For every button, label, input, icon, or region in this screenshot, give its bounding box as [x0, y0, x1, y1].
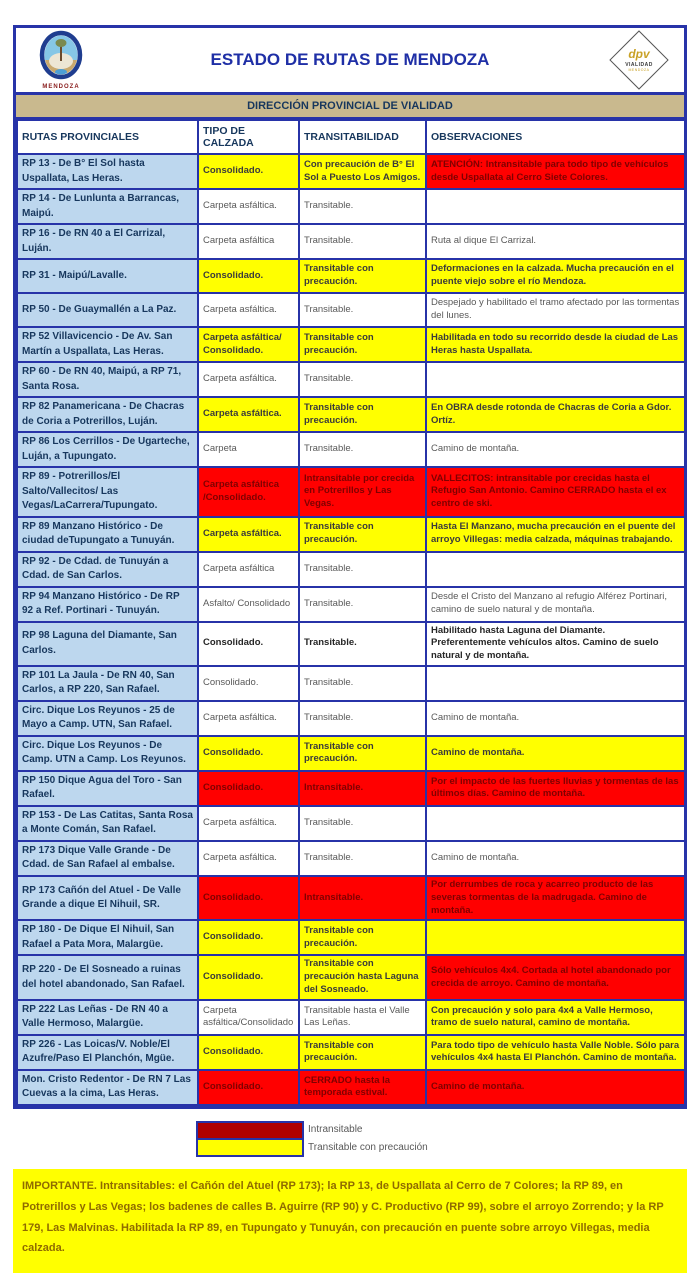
vialidad-brand: dpv [628, 47, 650, 61]
column-header-observaciones: OBSERVACIONES [426, 120, 685, 154]
legend-swatch [198, 1138, 302, 1155]
table-row [17, 622, 685, 666]
table-row [17, 154, 685, 189]
table-row [17, 1070, 685, 1105]
route-cell: RP 180 - De Dique El Nihuil, San Rafael a Pata Mora, Malargüe. [17, 920, 198, 955]
observaciones-cell: Desde el Cristo del Manzano al refugio Alférez Portinari, camino de suelo natural y de montaña. [426, 587, 685, 622]
table-row [17, 362, 685, 397]
observaciones-cell: Por derrumbes de roca y acarreo producto de las severas tormentas de la madrugada. Camino de montaña. [426, 876, 685, 920]
observaciones-cell: Habilitada en todo su recorrido desde la ciudad de Las Heras hasta Uspallata. [426, 327, 685, 362]
report-frame [13, 25, 687, 1109]
route-cell: RP 89 - Potrerillos/El Salto/Vallecitos/ Las Vegas/LaCarrera/Tupungato. [17, 467, 198, 517]
table-row [17, 955, 685, 999]
observaciones-cell: VALLECITOS: intransitable por crecidas hasta el Refugio San Antonio. Camino CERRADO hasta el ex centro de ski. [426, 467, 685, 517]
route-cell: RP 13 - De B° El Sol hasta Uspallata, Las Heras. [17, 154, 198, 189]
observaciones-cell: Habilitado hasta Laguna del Diamante. Preferentemente vehículos altos. Camino de suelo natural y de montaña. [426, 622, 685, 666]
route-cell: RP 220 - De El Sosneado a ruinas del hotel abandonado, San Rafael. [17, 955, 198, 999]
observaciones-cell: Por el impacto de las fuertes lluvias y tormentas de las últimos días. Camino de montaña. [426, 771, 685, 806]
route-cell: RP 50 - De Guaymallén a La Paz. [17, 293, 198, 327]
mendoza-logo [26, 31, 96, 90]
calzada-cell: Carpeta asfáltica. [198, 841, 299, 876]
route-cell: RP 150 Dique Agua del Toro - San Rafael. [17, 771, 198, 806]
observaciones-cell: Con precaución y solo para 4x4 a Valle Hermoso, tramo de suelo natural, camino de montaña. [426, 1000, 685, 1035]
column-header-rutas: RUTAS PROVINCIALES [17, 120, 198, 154]
route-cell: RP 98 Laguna del Diamante, San Carlos. [17, 622, 198, 666]
route-cell: RP 52 Villavicencio - De Av. San Martín a Uspallata, Las Heras. [17, 327, 198, 362]
important-note: IMPORTANTE. Intransitables: el Cañón del Atuel (RP 173); la RP 13, de Uspallata al Cerro de 7 Colores; la RP 89, en Potrerillos y Las Vegas; los badenes de calles B. Aguirre (RP 90) y C. Productivo (RP 99), sobre el arroyo Zorrendo; y la RP 179, Las Malvinas. Habilitada la RP 89, en Tupungato y Tunuyán, con precaución en puente sobre arroyo Villegas, media calzada. [13, 1169, 687, 1273]
transitabilidad-cell: Transitable. [299, 552, 426, 587]
table-header-row [17, 120, 685, 154]
transitabilidad-cell: Transitable. [299, 224, 426, 259]
route-cell: RP 92 - De Cdad. de Tunuyán a Cdad. de San Carlos. [17, 552, 198, 587]
observaciones-cell: Camino de montaña. [426, 736, 685, 771]
observaciones-cell [426, 666, 685, 701]
transitabilidad-cell: Transitable hasta el Valle Las Leñas. [299, 1000, 426, 1035]
table-row [17, 841, 685, 876]
table-row [17, 189, 685, 224]
table-row [17, 517, 685, 552]
observaciones-cell: Camino de montaña. [426, 432, 685, 467]
table-row [17, 806, 685, 841]
transitabilidad-cell: Transitable. [299, 587, 426, 622]
table-row [17, 701, 685, 736]
calzada-cell: Consolidado. [198, 622, 299, 666]
observaciones-cell [426, 189, 685, 224]
table-row [17, 259, 685, 293]
calzada-cell: Asfalto/ Consolidado [198, 587, 299, 622]
route-cell: RP 222 Las Leñas - De RN 40 a Valle Hermoso, Malargüe. [17, 1000, 198, 1035]
route-cell: RP 14 - De Lunlunta a Barrancas, Maipú. [17, 189, 198, 224]
legend-swatch [198, 1123, 302, 1138]
table-row [17, 432, 685, 467]
calzada-cell: Consolidado. [198, 666, 299, 701]
route-cell: RP 60 - De RN 40, Maipú, a RP 71, Santa Rosa. [17, 362, 198, 397]
route-cell: RP 173 Dique Valle Grande - De Cdad. de San Rafael al embalse. [17, 841, 198, 876]
calzada-cell: Carpeta asfáltica. [198, 293, 299, 327]
transitabilidad-cell: Con precaución de B° El Sol a Puesto Los Amigos. [299, 154, 426, 189]
route-cell: RP 173 Cañón del Atuel - De Valle Grande a dique El Nihuil, SR. [17, 876, 198, 920]
observaciones-cell [426, 806, 685, 841]
vialidad-logo [604, 30, 674, 90]
column-header-calzada: TIPO DE CALZADA [198, 120, 299, 154]
route-cell: RP 31 - Maipú/Lavalle. [17, 259, 198, 293]
route-cell: RP 89 Manzano Histórico - De ciudad deTupungato a Tunuyán. [17, 517, 198, 552]
calzada-cell: Consolidado. [198, 876, 299, 920]
observaciones-cell: Para todo tipo de vehículo hasta Valle Noble. Sólo para vehículos 4x4 hasta El Planchón. Camino de montaña. [426, 1035, 685, 1070]
transitabilidad-cell: Transitable. [299, 666, 426, 701]
routes-table-body [17, 154, 685, 1105]
route-cell: RP 101 La Jaula - De RN 40, San Carlos, a RP 220, San Rafael. [17, 666, 198, 701]
observaciones-cell: Ruta al dique El Carrizal. [426, 224, 685, 259]
calzada-cell: Carpeta asfáltica. [198, 806, 299, 841]
report-header [16, 28, 684, 92]
route-cell: Circ. Dique Los Reyunos - De Camp. UTN a Camp. Los Reyunos. [17, 736, 198, 771]
route-cell: RP 16 - De RN 40 a El Carrizal, Luján. [17, 224, 198, 259]
vialidad-sublabel: MENDOZA [628, 68, 650, 72]
table-row [17, 736, 685, 771]
calzada-cell: Carpeta asfáltica/ Consolidado. [198, 327, 299, 362]
status-legend [196, 1121, 700, 1157]
calzada-cell: Carpeta asfáltica. [198, 701, 299, 736]
table-row [17, 666, 685, 701]
transitabilidad-cell: Transitable con precaución. [299, 736, 426, 771]
table-row [17, 552, 685, 587]
transitabilidad-cell: Intransitable por crecida en Potrerillos y Las Vegas. [299, 467, 426, 517]
table-row [17, 327, 685, 362]
observaciones-cell: Camino de montaña. [426, 1070, 685, 1105]
transitabilidad-cell: Transitable. [299, 293, 426, 327]
calzada-cell: Consolidado. [198, 955, 299, 999]
column-header-transitabilidad: TRANSITABILIDAD [299, 120, 426, 154]
observaciones-cell: Camino de montaña. [426, 701, 685, 736]
transitabilidad-cell: Transitable. [299, 189, 426, 224]
transitabilidad-cell: Transitable con precaución. [299, 397, 426, 432]
table-row [17, 771, 685, 806]
calzada-cell: Carpeta asfáltica/Consolidado [198, 1000, 299, 1035]
calzada-cell: Consolidado. [198, 736, 299, 771]
observaciones-cell [426, 552, 685, 587]
table-row [17, 1035, 685, 1070]
route-cell: RP 153 - De Las Catitas, Santa Rosa a Monte Comán, San Rafael. [17, 806, 198, 841]
table-row [17, 397, 685, 432]
calzada-cell: Carpeta [198, 432, 299, 467]
legend-label-intransitable: Intransitable [308, 1124, 363, 1136]
calzada-cell: Consolidado. [198, 259, 299, 293]
route-cell: RP 86 Los Cerrillos - De Ugarteche, Luján, a Tupungato. [17, 432, 198, 467]
transitabilidad-cell: Transitable con precaución. [299, 259, 426, 293]
table-row [17, 1000, 685, 1035]
calzada-cell: Carpeta asfáltica. [198, 397, 299, 432]
route-cell: RP 82 Panamericana - De Chacras de Coria a Potrerillos, Luján. [17, 397, 198, 432]
calzada-cell: Carpeta asfáltica [198, 552, 299, 587]
transitabilidad-cell: Transitable. [299, 622, 426, 666]
transitabilidad-cell: Transitable con precaución. [299, 1035, 426, 1070]
observaciones-cell: Sólo vehículos 4x4. Cortada al hotel abandonado por crecida de arroyo. Camino de montaña. [426, 955, 685, 999]
observaciones-cell: Deformaciones en la calzada. Mucha precaución en el puente viejo sobre el río Mendoza. [426, 259, 685, 293]
transitabilidad-cell: Transitable. [299, 362, 426, 397]
transitabilidad-cell: Intransitable. [299, 876, 426, 920]
calzada-cell: Carpeta asfáltica /Consolidado. [198, 467, 299, 517]
table-row [17, 224, 685, 259]
transitabilidad-cell: Transitable. [299, 701, 426, 736]
page [0, 25, 700, 1255]
table-row [17, 876, 685, 920]
observaciones-cell [426, 920, 685, 955]
calzada-cell: Consolidado. [198, 1035, 299, 1070]
transitabilidad-cell: Transitable. [299, 806, 426, 841]
routes-table [16, 119, 686, 1106]
transitabilidad-cell: Transitable. [299, 841, 426, 876]
legend-label-precaucion: Transitable con precaución [308, 1142, 428, 1154]
transitabilidad-cell: CERRADO hasta la temporada estival. [299, 1070, 426, 1105]
calzada-cell: Consolidado. [198, 1070, 299, 1105]
table-row [17, 293, 685, 327]
calzada-cell: Consolidado. [198, 920, 299, 955]
transitabilidad-cell: Transitable con precaución. [299, 920, 426, 955]
mendoza-logo-caption: MENDOZA [42, 83, 80, 90]
calzada-cell: Carpeta asfáltica. [198, 517, 299, 552]
transitabilidad-cell: Transitable con precaución hasta Laguna del Sosneado. [299, 955, 426, 999]
transitabilidad-cell: Transitable con precaución. [299, 327, 426, 362]
transitabilidad-cell: Transitable. [299, 432, 426, 467]
mendoza-crest-icon [39, 31, 83, 83]
calzada-cell: Consolidado. [198, 771, 299, 806]
observaciones-cell: Camino de montaña. [426, 841, 685, 876]
route-cell: Circ. Dique Los Reyunos - 25 de Mayo a Camp. UTN, San Rafael. [17, 701, 198, 736]
page-title: ESTADO DE RUTAS DE MENDOZA [210, 50, 490, 69]
route-cell: RP 94 Manzano Histórico - De RP 92 a Ref. Portinari - Tunuyán. [17, 587, 198, 622]
table-row [17, 587, 685, 622]
observaciones-cell: Despejado y habilitado el tramo afectado por las tormentas del lunes. [426, 293, 685, 327]
table-row [17, 467, 685, 517]
calzada-cell: Carpeta asfáltica [198, 224, 299, 259]
table-row [17, 920, 685, 955]
observaciones-cell: Hasta El Manzano, mucha precaución en el puente del arroyo Villegas: media calzada, máquinas trabajando. [426, 517, 685, 552]
route-cell: Mon. Cristo Redentor - De RN 7 Las Cuevas a la cima, Las Heras. [17, 1070, 198, 1105]
calzada-cell: Carpeta asfáltica. [198, 189, 299, 224]
observaciones-cell [426, 362, 685, 397]
transitabilidad-cell: Transitable con precaución. [299, 517, 426, 552]
vialidad-label: VIALIDAD [625, 62, 653, 68]
transitabilidad-cell: Intransitable. [299, 771, 426, 806]
route-cell: RP 226 - Las Loicas/V. Noble/El Azufre/Paso El Planchón, Mgüe. [17, 1035, 198, 1070]
calzada-cell: Consolidado. [198, 154, 299, 189]
observaciones-cell: ATENCIÓN: Intransitable para todo tipo de vehículos desde Uspallata al Cerro Siete Colores. [426, 154, 685, 189]
calzada-cell: Carpeta asfáltica. [198, 362, 299, 397]
section-bar: DIRECCIÓN PROVINCIAL DE VIALIDAD [16, 92, 684, 119]
observaciones-cell: En OBRA desde rotonda de Chacras de Coria a Gdor. Ortíz. [426, 397, 685, 432]
